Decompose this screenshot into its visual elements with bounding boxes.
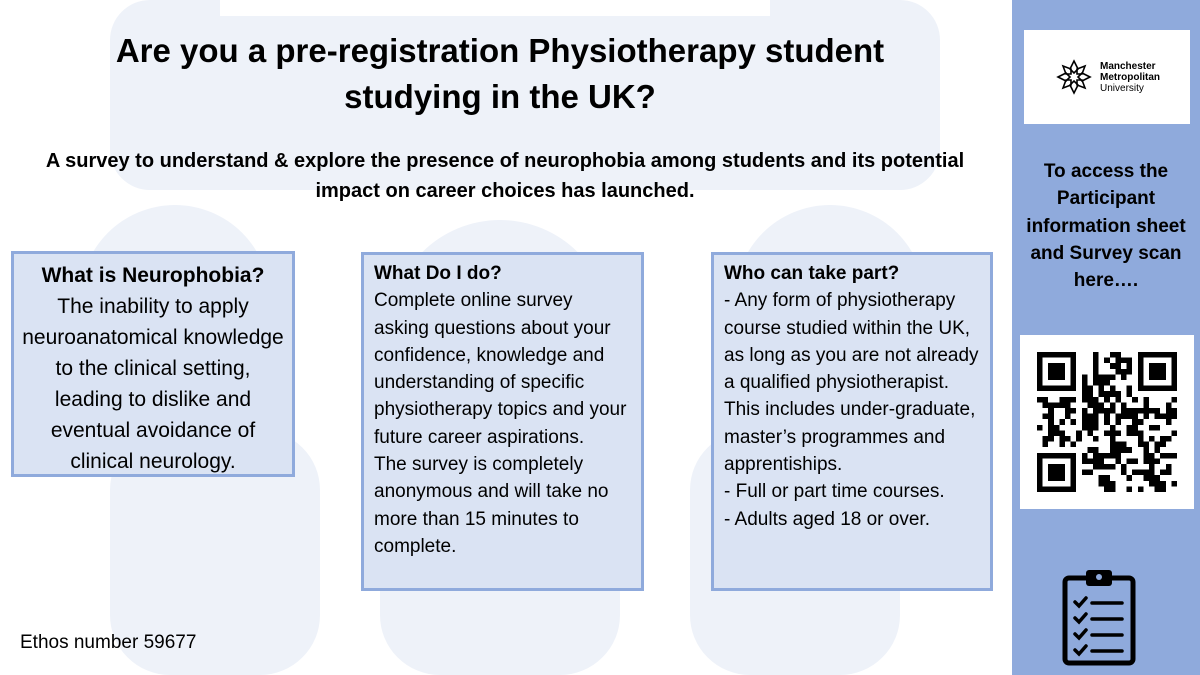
neurophobia-definition-box: [11, 251, 295, 477]
logo-line: Manchester: [1100, 60, 1156, 72]
university-name: [1100, 61, 1160, 94]
box-body-text: The inability to apply neuroanatomical knowledge to the clinical setting, leading to dislike and eventual avoidance of clinical neurology.: [22, 295, 284, 473]
university-emblem-icon: [1054, 57, 1094, 97]
what-do-i-do-box: [361, 252, 644, 591]
box-heading: What is Neurophobia?: [41, 264, 265, 287]
qr-code[interactable]: [1020, 335, 1194, 509]
box-body-text: The survey is completely anonymous and will take no more than 15 minutes to complete.: [374, 454, 609, 557]
page-subtitle: A survey to understand & explore the presence of neurophobia among students and its potential impact on career choices has launched.: [45, 150, 965, 202]
eligibility-item: - Adults aged 18 or over.: [724, 508, 930, 530]
ethos-number: Ethos number 59677: [20, 632, 197, 653]
who-can-take-part-box: [711, 252, 993, 591]
access-instructions: To access the Participant information sheet and Survey scan here….: [1026, 161, 1186, 292]
box-heading: What Do I do?: [374, 263, 502, 284]
logo-line: Metropolitan: [1100, 71, 1160, 83]
page-title: Are you a pre-registration Physiotherapy student studying in the UK?: [115, 32, 885, 115]
eligibility-item: This includes under-graduate, master’s programmes and apprentiships.: [724, 399, 976, 476]
university-logo: [1024, 30, 1190, 124]
clipboard-checklist-icon: [1062, 568, 1136, 666]
logo-line: University: [1100, 82, 1144, 94]
eligibility-item: - Full or part time courses.: [724, 481, 945, 503]
qr-code-icon[interactable]: [1037, 352, 1177, 492]
box-heading: Who can take part?: [724, 263, 900, 284]
box-body-text: Complete online survey asking questions about your confidence, knowledge and understanding of specific physiotherapy topics and your future career aspirations.: [374, 290, 627, 448]
eligibility-item: - Any form of physiotherapy course studied within the UK, as long as you are not already a qualified physiotherapist.: [724, 290, 979, 394]
